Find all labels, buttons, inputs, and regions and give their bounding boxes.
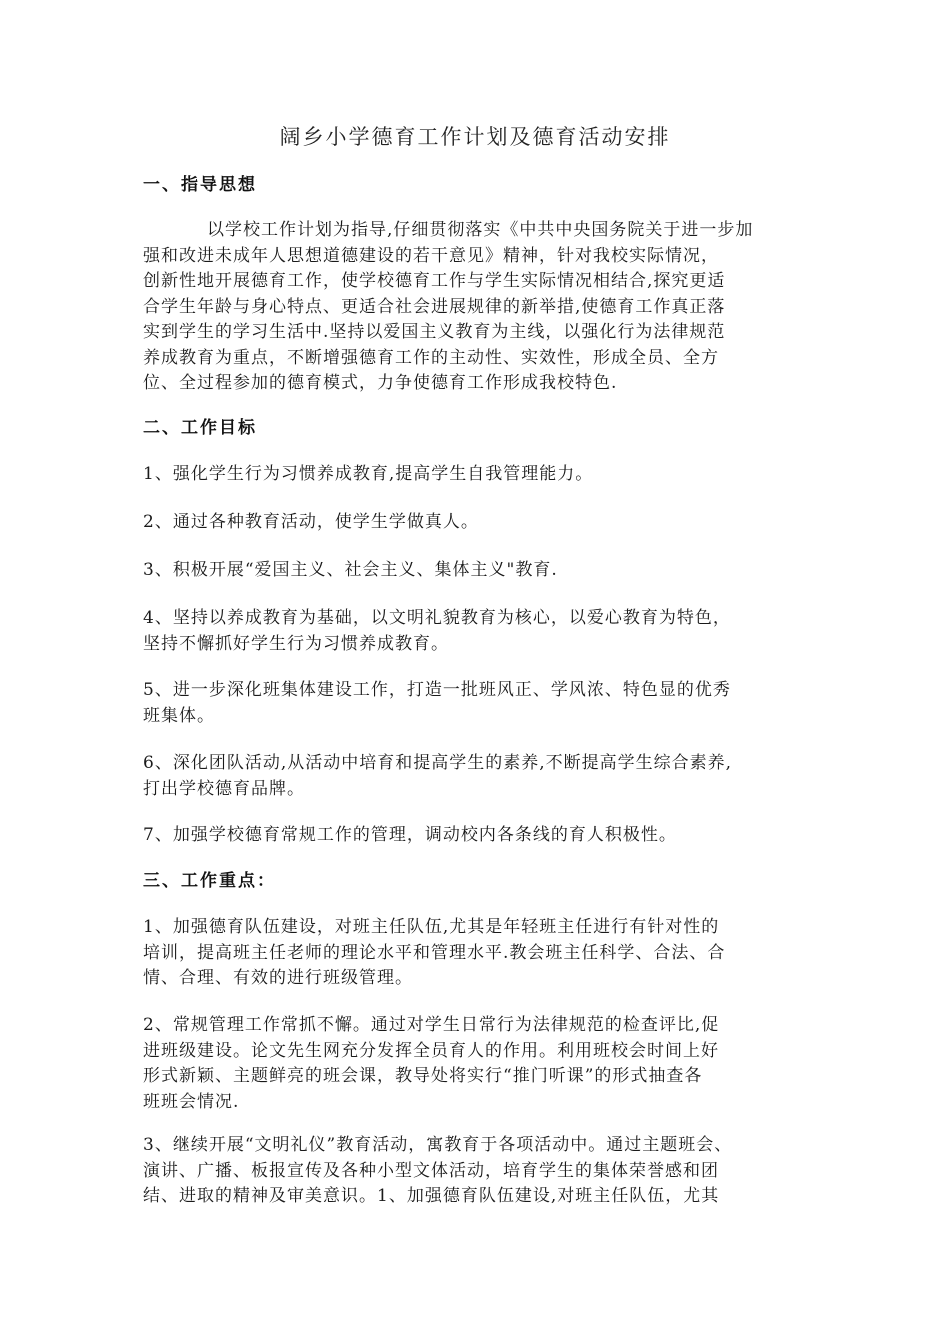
list-item-focus-1 [143, 915, 808, 992]
document-title: 阔乡小学德育工作计划及德育活动安排 [279, 125, 671, 149]
item-line: 3、积极开展“爱国主义、社会主义、集体主义"教育. [143, 560, 558, 580]
list-item-goal-4 [143, 606, 808, 657]
paragraph-line: 合学生年龄与身心特点、更适合社会进展规律的新举措,使德育工作真正落 [143, 296, 726, 317]
item-line: 形式新颖、主题鲜亮的班会课，教导处将实行“推门听课”的形式抽查各 [143, 1066, 703, 1086]
list-item-goal-2 [143, 510, 808, 536]
paragraph-line: 养成教育为重点，不断增强德育工作的主动性、实效性，形成全员、全方 [143, 347, 719, 368]
paragraph-line: 以学校工作计划为指导,仔细贯彻落实《中共中央国务院关于进一步加 [207, 220, 754, 240]
section-heading-work-goals: 二、工作目标 [143, 418, 257, 438]
paragraph-line: 实到学生的学习生活中.坚持以爱国主义教育为主线，以强化行为法律规范 [143, 322, 726, 342]
item-line: 培训，提高班主任老师的理论水平和管理水平.教会班主任科学、合法、合 [143, 942, 726, 963]
item-line: 结、进取的精神及审美意识。1、加强德育队伍建设,对班主任队伍，尤其 [143, 1186, 720, 1206]
item-line: 7、加强学校德育常规工作的管理，调动校内各条线的育人积极性。 [143, 825, 677, 845]
list-item-goal-1 [143, 462, 808, 488]
paragraph-line: 强和改进未成年人思想道德建设的若干意见》精神，针对我校实际情况， [143, 245, 719, 266]
item-line: 坚持不懈抓好学生行为习惯养成教育。 [143, 633, 449, 654]
paragraph-line: 创新性地开展德育工作，使学校德育工作与学生实际情况相结合,探究更适 [143, 271, 726, 291]
list-item-goal-5 [143, 678, 808, 729]
section-paragraph-guiding-ideology [143, 218, 840, 397]
item-line: 5、进一步深化班集体建设工作，打造一批班风正、学风浓、特色显的优秀 [143, 680, 731, 700]
section-heading-guiding-ideology: 一、指导思想 [143, 175, 257, 195]
item-line: 班班会情况. [143, 1091, 240, 1112]
paragraph-line: 位、全过程参加的德育模式，力争使德育工作形成我校特色. [143, 373, 618, 393]
item-line: 演讲、广播、板报宣传及各种小型文体活动，培育学生的集体荣誉感和团 [143, 1160, 719, 1181]
item-line: 2、通过各种教育活动，使学生学做真人。 [143, 512, 479, 532]
item-line: 3、继续开展“文明礼仪”教育活动，寓教育于各项活动中。通过主题班会、 [143, 1135, 733, 1155]
list-item-focus-3 [143, 1133, 808, 1210]
item-line: 打出学校德育品牌。 [143, 778, 305, 799]
list-item-goal-7 [143, 823, 808, 849]
item-line: 1、强化学生行为习惯养成教育,提高学生自我管理能力。 [143, 464, 594, 484]
item-line: 1、加强德育队伍建设，对班主任队伍,尤其是年轻班主任进行有针对性的 [143, 917, 720, 937]
item-line: 进班级建设。论文先生网充分发挥全员育人的作用。利用班校会时间上好 [143, 1040, 719, 1061]
item-line: 情、合理、有效的进行班级管理。 [143, 968, 413, 988]
section-heading-work-focus: 三、工作重点： [143, 871, 276, 891]
item-line: 2、常规管理工作常抓不懈。通过对学生日常行为法律规范的检查评比,促 [143, 1015, 720, 1035]
list-item-focus-2 [143, 1013, 808, 1115]
list-item-goal-3 [143, 558, 808, 584]
item-line: 6、深化团队活动,从活动中培育和提高学生的素养,不断提高学生综合素养, [143, 753, 733, 773]
item-line: 4、坚持以养成教育为基础，以文明礼貌教育为核心，以爱心教育为特色， [143, 608, 731, 628]
item-line: 班集体。 [143, 705, 215, 726]
list-item-goal-6 [143, 751, 808, 802]
